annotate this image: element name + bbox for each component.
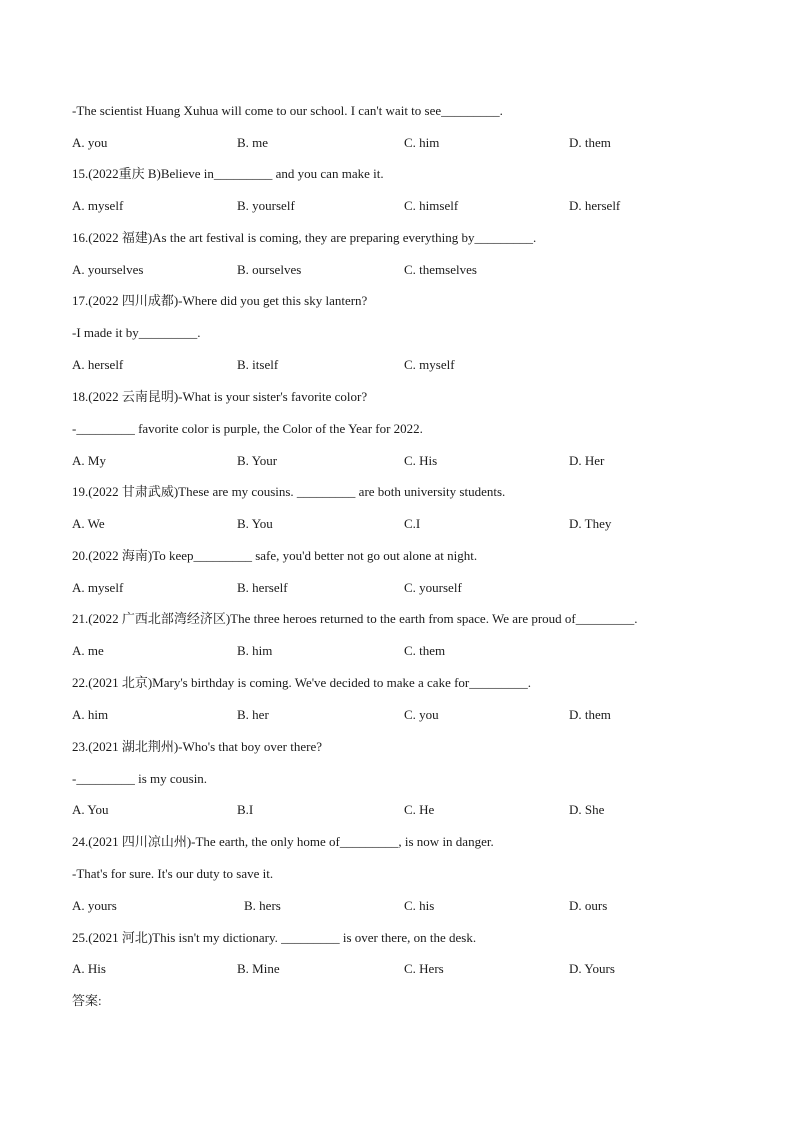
option-b: B. ourselves xyxy=(237,262,302,277)
question-20: 20.(2022 海南)To keep_________ safe, you'd better not go out alone at night. xyxy=(72,548,478,563)
option-b: B. him xyxy=(237,643,273,658)
option-a: A. His xyxy=(72,961,106,976)
question-line: -That's for sure. It's our duty to save it. xyxy=(72,866,274,881)
option-b: B.I xyxy=(237,802,254,817)
option-a: A. My xyxy=(72,453,106,468)
option-c: C. his xyxy=(404,898,435,913)
question-19: 19.(2022 甘肃武威)These are my cousins. _________ are both university students. xyxy=(72,484,506,499)
question-line: -_________ is my cousin. xyxy=(72,771,208,786)
option-a: A. you xyxy=(72,135,108,150)
option-a: A. him xyxy=(72,707,109,722)
option-b: B. hers xyxy=(244,898,281,913)
question-21: 21.(2022 广西北部湾经济区)The three heroes returned to the earth from space. We are proud of_________. xyxy=(72,611,638,626)
option-b: B. her xyxy=(237,707,269,722)
option-c: C.I xyxy=(404,516,421,531)
question-24: 24.(2021 四川凉山州)-The earth, the only home of_________, is now in danger. xyxy=(72,834,494,849)
option-d: D. They xyxy=(569,516,612,531)
option-c: C. His xyxy=(404,453,438,468)
question-15: 15.(2022重庆 B)Believe in_________ and you can make it. xyxy=(72,166,384,181)
option-a: A. We xyxy=(72,516,105,531)
option-c: C. myself xyxy=(404,357,455,372)
question-line: -The scientist Huang Xuhua will come to our school. I can't wait to see_________. xyxy=(72,103,503,118)
option-a: A. me xyxy=(72,643,104,658)
option-d: D. ours xyxy=(569,898,608,913)
option-b: B. yourself xyxy=(237,198,295,213)
option-c: C. themselves xyxy=(404,262,477,277)
option-a: A. yours xyxy=(72,898,117,913)
option-c: C. himself xyxy=(404,198,459,213)
option-c: C. them xyxy=(404,643,446,658)
option-a: A. You xyxy=(72,802,109,817)
option-d: D. Yours xyxy=(569,961,615,976)
option-c: C. him xyxy=(404,135,440,150)
option-b: B. Your xyxy=(237,453,278,468)
option-c: C. yourself xyxy=(404,580,462,595)
option-d: D. She xyxy=(569,802,605,817)
option-d: D. them xyxy=(569,135,611,150)
question-line: -I made it by_________. xyxy=(72,325,201,340)
option-d: D. herself xyxy=(569,198,621,213)
question-17: 17.(2022 四川成都)-Where did you get this sky lantern? xyxy=(72,293,368,308)
option-a: A. myself xyxy=(72,198,124,213)
option-a: A. herself xyxy=(72,357,124,372)
answers-heading: 答案: xyxy=(72,993,102,1008)
option-a: A. yourselves xyxy=(72,262,144,277)
option-c: C. you xyxy=(404,707,439,722)
option-c: C. He xyxy=(404,802,435,817)
question-line: -_________ favorite color is purple, the Color of the Year for 2022. xyxy=(72,421,423,436)
option-b: B. You xyxy=(237,516,273,531)
option-a: A. myself xyxy=(72,580,124,595)
option-d: D. them xyxy=(569,707,611,722)
question-25: 25.(2021 河北)This isn't my dictionary. _________ is over there, on the desk. xyxy=(72,930,477,945)
question-22: 22.(2021 北京)Mary's birthday is coming. We've decided to make a cake for_________. xyxy=(72,675,532,690)
question-18: 18.(2022 云南昆明)-What is your sister's favorite color? xyxy=(72,389,368,404)
question-16: 16.(2022 福建)As the art festival is coming, they are preparing everything by_________. xyxy=(72,230,537,245)
option-b: B. Mine xyxy=(237,961,280,976)
option-d: D. Her xyxy=(569,453,605,468)
question-23: 23.(2021 湖北荆州)-Who's that boy over there? xyxy=(72,739,323,754)
option-b: B. me xyxy=(237,135,269,150)
option-b: B. herself xyxy=(237,580,288,595)
option-b: B. itself xyxy=(237,357,279,372)
option-c: C. Hers xyxy=(404,961,444,976)
